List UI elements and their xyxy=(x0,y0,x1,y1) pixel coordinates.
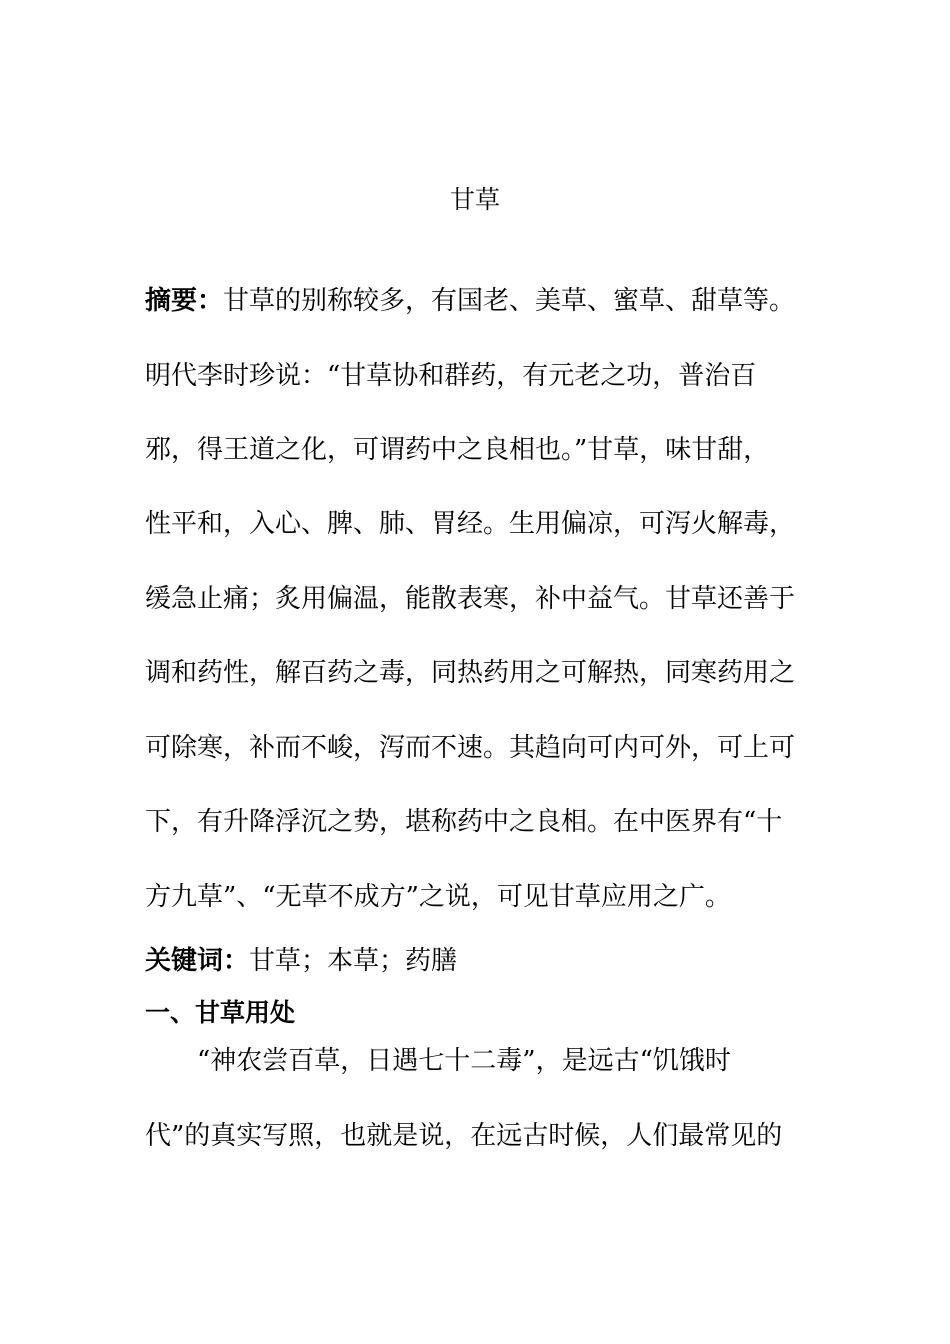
abstract-line-1 xyxy=(145,283,795,319)
abstract-line-6: 调和药性，解百药之毒，同热药用之可解热，同寒药用之 xyxy=(145,658,796,688)
abstract-label: 摘要： xyxy=(145,286,224,316)
body-line-1: “神农尝百草，日遇七十二毒”，是远古“饥饿时 xyxy=(197,1046,731,1076)
abstract-line-9: 方九草”、“无草不成方”之说，可见甘草应用之广。 xyxy=(145,882,731,912)
abstract-text: 甘草的别称较多，有国老、美草、蜜草、甜草等。 xyxy=(223,286,796,316)
section-heading: 一、甘草用处 xyxy=(145,998,296,1027)
abstract-line-5: 缓急止痛；炙用偏温，能散表寒，补中益气。甘草还善于 xyxy=(145,584,796,614)
abstract-line-8: 下，有升降浮沉之势，堪称药中之良相。在中医界有“十 xyxy=(145,807,783,837)
abstract-line-3: 邪，得王道之化，可谓药中之良相也。”甘草，味甘甜， xyxy=(145,435,770,465)
document-title: 甘草 xyxy=(449,185,500,214)
abstract-line-2: 明代李时珍说：“甘草协和群药，有元老之功，普治百 xyxy=(145,361,757,391)
keywords-text: 甘草；本草；药膳 xyxy=(249,946,458,976)
keywords-label: 关键词： xyxy=(145,946,250,976)
keywords-line xyxy=(145,943,795,979)
abstract-line-4: 性平和，入心、脾、肺、胃经。生用偏凉，可泻火解毒， xyxy=(145,509,796,539)
abstract-line-7: 可除寒，补而不峻，泻而不速。其趋向可内可外，可上可 xyxy=(145,733,796,763)
body-line-2: 代”的真实写照，也就是说，在远古时候，人们最常见的 xyxy=(145,1121,783,1151)
